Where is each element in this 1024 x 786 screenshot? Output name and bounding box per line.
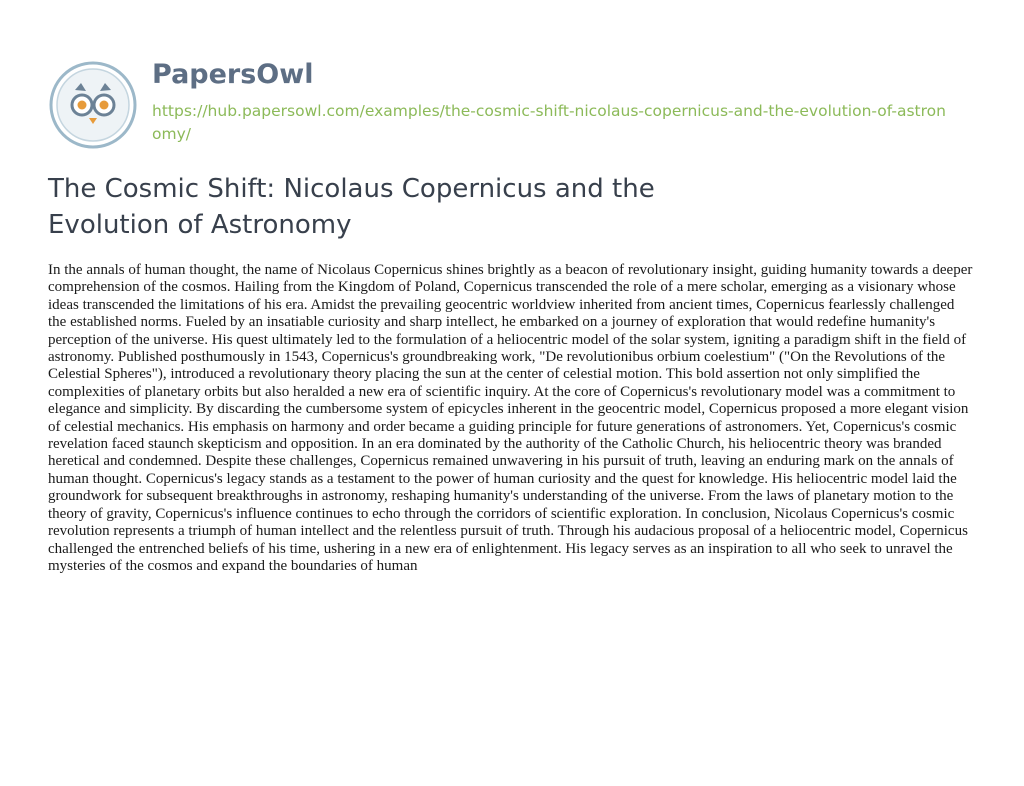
brand-block [152, 56, 992, 146]
document-body: In the annals of human thought, the name of Nicolaus Copernicus shines brightly as a beacon of revolutionary insight, guiding humanity towards a deeper comprehension of the cosmos. Hailing from the Kingdom of Poland, Copernicus transcended the role of a mere scholar, emerging as a visionary whose ideas transcended the limitations of his era. Amidst the prevailing geocentric worldview inherited from ancient times, Copernicus fearlessly challenged the established norms. Fueled by an insatiable curiosity and sharp intellect, he embarked on a journey of exploration that would redefine humanity's perception of the universe. His quest ultimately led to the formulation of a heliocentric model of the solar system, igniting a paradigm shift in the field of astronomy. Published posthumously in 1543, Copernicus's groundbreaking work, "De revolutionibus orbium coelestium" ("On the Revolutions of the Celestial Spheres"), introduced a revolutionary theory placing the sun at the center of celestial motion. This bold assertion not only simplified the complexities of planetary orbits but also heralded a new era of scientific inquiry. At the core of Copernicus's revolutionary model was a commitment to elegance and simplicity. By discarding the cumbersome system of epicycles inherent in the geocentric model, Copernicus proposed a more elegant vision of celestial mechanics. His emphasis on harmony and order became a guiding principle for future generations of astronomers. Yet, Copernicus's cosmic revelation faced staunch skepticism and opposition. In an era dominated by the authority of the Catholic Church, his heliocentric theory was branded heretical and condemned. Despite these challenges, Copernicus remained unwavering in his pursuit of truth, leaving an enduring mark on the annals of human thought. Copernicus's legacy stands as a testament to the power of human curiosity and the quest for knowledge. His heliocentric model laid the groundwork for subsequent breakthroughs in astronomy, reshaping humanity's understanding of the universe. From the laws of planetary motion to the theory of gravity, Copernicus's influence continues to echo through the corridors of scientific exploration. In conclusion, Nicolaus Copernicus's cosmic revolution represents a triumph of human intellect and the relentless pursuit of truth. Through his audacious proposal of a heliocentric model, Copernicus challenged the entrenched beliefs of his time, ushering in a new era of enlightenment. His legacy serves as an inspiration to all who seek to unravel the mysteries of the cosmos and expand the boundaries of human [48, 262, 973, 574]
document-title: The Cosmic Shift: Nicolaus Copernicus and the Evolution of Astronomy [48, 174, 655, 240]
owl-logo-icon[interactable] [48, 60, 138, 150]
source-url-link[interactable]: https://hub.papersowl.com/examples/the-cosmic-shift-nicolaus-copernicus-and-the-evolution-of-astronomy/ [152, 102, 946, 143]
brand-name[interactable]: PapersOwl [152, 59, 314, 90]
site-header [48, 56, 988, 156]
